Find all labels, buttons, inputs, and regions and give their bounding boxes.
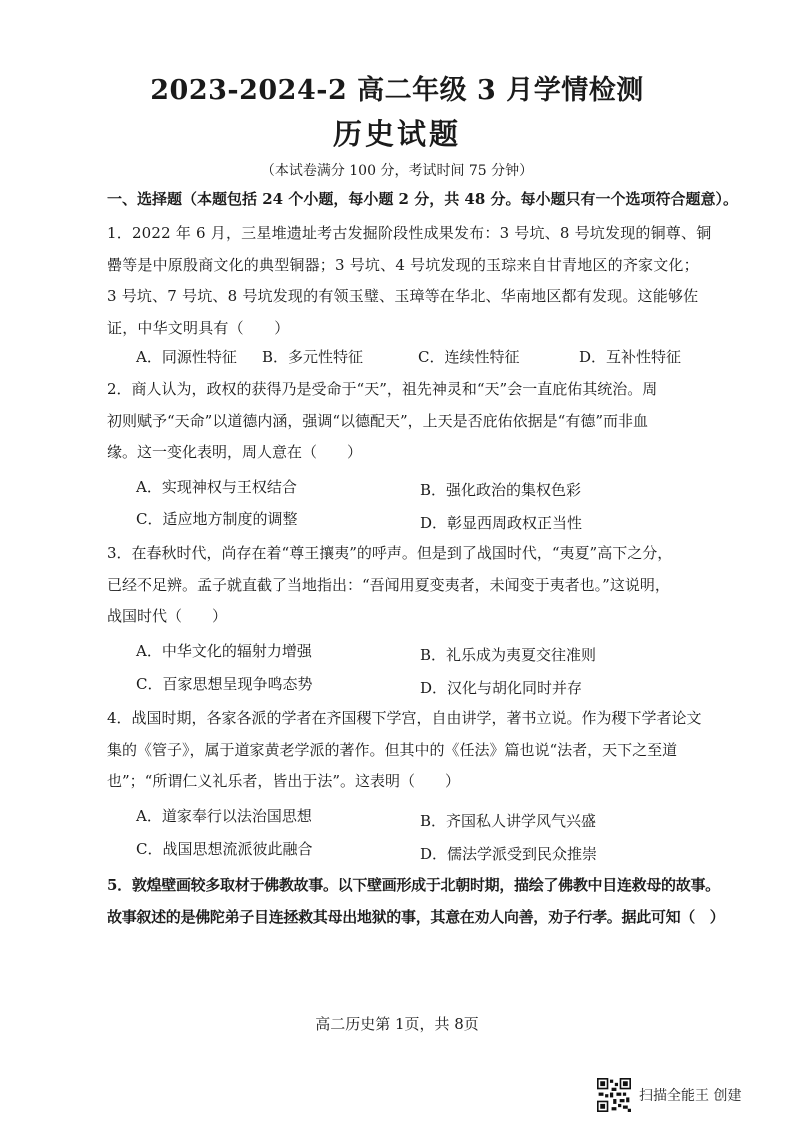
q3-option-b[interactable]: B．礼乐成为夷夏交往准则 [420,646,597,664]
subject-title: 历史试题 [332,117,461,151]
question-line: 3．在春秋时代，尚存在着“尊王攘夷”的呼声。但是到了战国时代，“夷夏”高下之分， [107,544,673,562]
q1-option-d[interactable]: D．互补性特征 [579,348,682,366]
question-3 [107,538,715,633]
q2-option-a[interactable]: A．实现神权与王权结合 [136,478,297,496]
question-line: 5．敦煌壁画较多取材于佛教故事。以下壁画形成于北朝时期，描绘了佛教中目连救母的故事。 [107,876,720,894]
question-line: 已经不足辨。孟子就直截了当地指出：“吾闻用夏变夷者，未闻变于夷者也。”这说明， [107,575,670,594]
q4-option-a[interactable]: A．道家奉行以法治国思想 [136,807,312,825]
question-5 [107,870,725,933]
q4-option-c[interactable]: C．战国思想流派彼此融合 [136,840,313,858]
question-2 [107,374,715,469]
question-line: 缘。这一变化表明，周人意在（ ） [107,443,363,461]
q2-option-d[interactable]: D．彰显西周政权正当性 [420,514,583,532]
question-1 [107,218,715,344]
question-line: 战国时代（ ） [107,607,228,625]
scanner-watermark [597,1077,741,1113]
q1-option-a[interactable]: A．同源性特征 [136,348,237,366]
question-line: 故事叙述的是佛陀弟子目连拯救其母出地狱的事，其意在劝人向善，劝子行孝。据此可知（ ） [107,907,725,926]
q1-option-b[interactable]: B．多元性特征 [262,348,364,366]
question-line: 4．战国时期，各家各派的学者在齐国稷下学宫，自由讲学，著书立说。作为稷下学者论文 [107,709,702,727]
question-4 [107,703,715,798]
q2-option-b[interactable]: B．强化政治的集权色彩 [420,481,582,499]
qr-code-icon [597,1078,631,1112]
exam-note: （本试卷满分 100 分，考试时间 75 分钟） [260,163,534,179]
question-line: 1．2022 年 6 月，三星堆遗址考古发掘阶段性成果发布：3 号坑、8 号坑发现的铜尊、铜 [107,224,712,242]
q1-option-c[interactable]: C．连续性特征 [418,348,520,366]
page-footer: 高二历史第 1页，共 8页 [315,1015,479,1033]
q3-option-a[interactable]: A．中华文化的辐射力增强 [136,642,312,660]
q2-option-c[interactable]: C．适应地方制度的调整 [136,510,298,528]
q3-option-d[interactable]: D．汉化与胡化同时并存 [420,679,583,697]
exam-title: 2023-2024-2 高二年级 3 月学情检测 [150,75,644,106]
q3-option-c[interactable]: C．百家思想呈现争鸣态势 [136,675,313,693]
question-line: 集的《管子》，属于道家黄老学派的著作。但其中的《任法》篇也说“法者，天下之至道 [107,740,678,759]
scanner-label: 扫描全能王 创建 [639,1088,742,1104]
question-line: 3 号坑、7 号坑、8 号坑发现的有领玉璧、玉璋等在华北、华南地区都有发现。这能够佐 [107,287,699,305]
question-line: 初则赋予“天命”以道德内涵，强调“以德配天”，上天是否庇佑依据是“有德”而非血 [107,411,649,430]
question-line: 证，中华文明具有（ ） [107,318,290,337]
question-line: 也”；“所谓仁义礼乐者，皆出于法”。这表明（ ） [107,772,461,790]
q4-option-b[interactable]: B．齐国私人讲学风气兴盛 [420,812,597,830]
question-line: 罍等是中原殷商文化的典型铜器；3 号坑、4 号坑发现的玉琮来自甘青地区的齐家文化； [107,255,699,274]
question-line: 2．商人认为，政权的获得乃是受命于“天”，祖先神灵和“天”会一直庇佑其统治。周 [107,380,658,398]
q4-option-d[interactable]: D．儒法学派受到民众推崇 [420,845,598,863]
section-heading: 一、选择题（本题包括 24 个小题，每小题 2 分，共 48 分。每小题只有一个选项符合题意）。 [107,190,739,208]
